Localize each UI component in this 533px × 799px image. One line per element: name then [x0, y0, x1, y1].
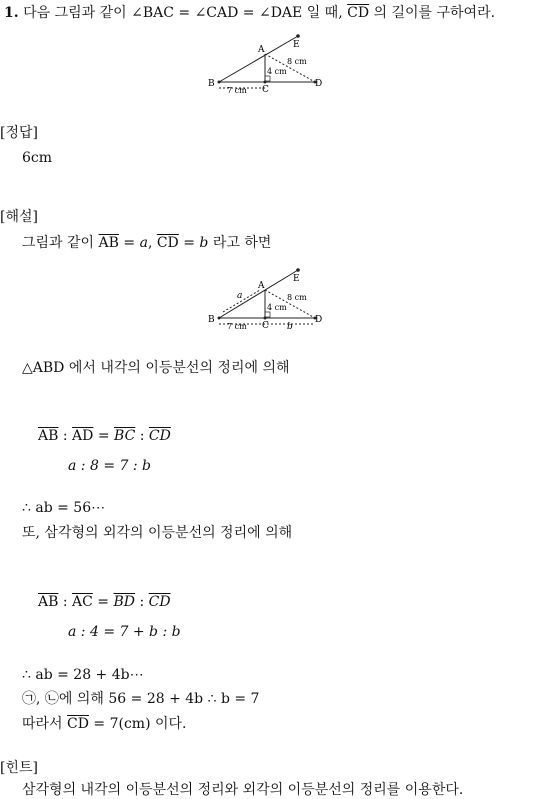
- svg-text:A: A: [258, 281, 265, 291]
- problem-number: 1.: [4, 5, 19, 21]
- final-answer: 따라서 $\overline{CD} = 7(cm)$ 이다.: [22, 716, 187, 732]
- segment-cd: $\overline{CD}$: [156, 235, 179, 251]
- result-1: ∴ ab = 56⋯: [22, 500, 106, 516]
- equation-3: $\overline{AB}$ : $\overline{AC} = \overline{BD}$ : $\overline{CD}$: [38, 594, 171, 610]
- theorem-external: 또, 삼각형의 외각의 이등분선의 정리에 의해: [22, 525, 293, 541]
- label-e: E: [293, 40, 300, 50]
- svg-text:D: D: [315, 315, 323, 325]
- equation-1: $\overline{AB}$ : $\overline{AD} = \overline{BC}$ : $\overline{CD}$: [38, 428, 171, 444]
- hint-text: 삼각형의 내각의 이등분선의 정리와 외각의 이등분선의 정리를 이용한다.: [22, 782, 464, 798]
- svg-text:4 cm: 4 cm: [267, 303, 287, 312]
- svg-text:b: b: [287, 322, 293, 330]
- svg-text:E: E: [293, 274, 300, 284]
- equation-4: a : 4 = 7 + b : b: [68, 624, 181, 640]
- triangle-figure-1: [205, 32, 330, 94]
- label-b: B: [208, 79, 215, 89]
- label-d: D: [315, 79, 323, 89]
- result-2: ∴ ab = 28 + 4b⋯: [22, 667, 144, 683]
- problem-text-suffix: 의 길이를 구하여라.: [369, 5, 496, 21]
- point-e: [296, 34, 300, 38]
- label-a: A: [258, 45, 265, 55]
- svg-text:B: B: [208, 315, 215, 325]
- hint-heading: [힌트]: [0, 760, 38, 776]
- length-ad: 8 cm: [287, 57, 307, 66]
- equation-2: a : 8 = 7 : b: [68, 458, 151, 474]
- combine-line: ㉠, ㉡에 의해 56 = 28 + 4b ∴ b = 7: [22, 691, 260, 707]
- length-bc: 7 cm: [227, 86, 247, 94]
- answer-value: 6cm: [22, 150, 53, 166]
- segment-cd: $\overline{CD}$: [347, 5, 370, 21]
- svg-text:8 cm: 8 cm: [287, 293, 307, 302]
- solution-heading: [해설]: [0, 209, 38, 225]
- segment-ab: $\overline{AB}$: [98, 235, 119, 251]
- problem-statement: [4, 6, 495, 20]
- svg-text:a: a: [237, 291, 243, 301]
- solution-intro: 그림과 같이 $\overline{AB} = a$, $\overline{CD} = b$ 라고 하면: [22, 235, 272, 251]
- label-c: C: [262, 85, 269, 94]
- answer-heading: [정답]: [0, 125, 38, 141]
- triangle-figure-2: [205, 266, 330, 330]
- svg-text:C: C: [262, 321, 269, 330]
- theorem-internal: △ABD 에서 내각의 이등분선의 정리에 의해: [22, 360, 290, 376]
- problem-text-prefix: 다음 그림과 같이 ∠BAC = ∠CAD = ∠DAE 일 때,: [23, 5, 348, 21]
- length-ac: 4 cm: [267, 67, 287, 76]
- svg-text:7 cm: 7 cm: [227, 322, 247, 330]
